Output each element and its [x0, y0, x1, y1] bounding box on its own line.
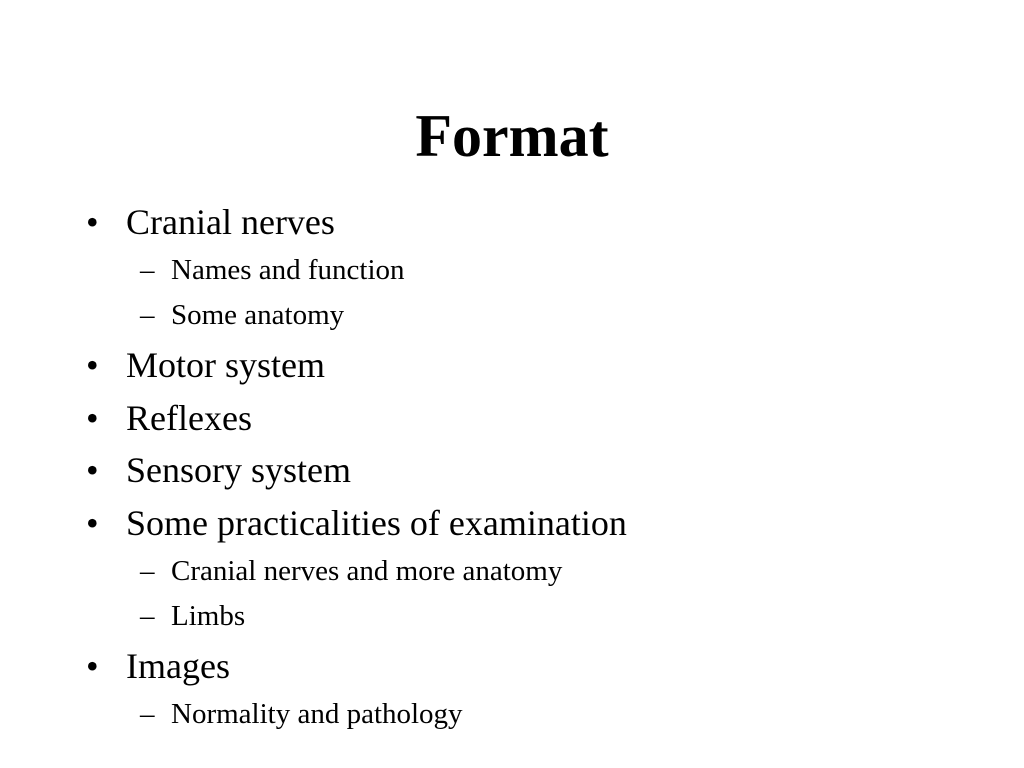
bullet-text: Motor system: [126, 345, 326, 385]
dash-marker: –: [140, 600, 155, 632]
bullet-marker: •: [86, 398, 99, 438]
sub-bullet-text: Names and function: [171, 254, 405, 286]
bullet-text: Some practicalities of examination: [126, 503, 627, 543]
bullet-text: Images: [126, 646, 230, 686]
sub-bullet-text: Cranial nerves and more anatomy: [171, 555, 563, 587]
bullet-text: Reflexes: [126, 398, 252, 438]
dash-marker: –: [140, 299, 155, 331]
dash-marker: –: [140, 254, 155, 286]
sub-bullet-text: Limbs: [171, 600, 246, 632]
dash-marker: –: [140, 555, 155, 587]
sub-bullet-text: Normality and pathology: [171, 698, 463, 730]
sub-bullet-text: Some anatomy: [171, 299, 345, 331]
bullet-text: Cranial nerves: [126, 202, 335, 242]
slide-title: Format: [415, 103, 609, 169]
bullet-marker: •: [86, 450, 99, 490]
bullet-marker: •: [86, 202, 99, 242]
bullet-marker: •: [86, 345, 99, 385]
bullet-text: Sensory system: [126, 450, 351, 490]
bullet-marker: •: [86, 503, 99, 543]
bullet-marker: •: [86, 646, 99, 686]
dash-marker: –: [140, 698, 155, 730]
